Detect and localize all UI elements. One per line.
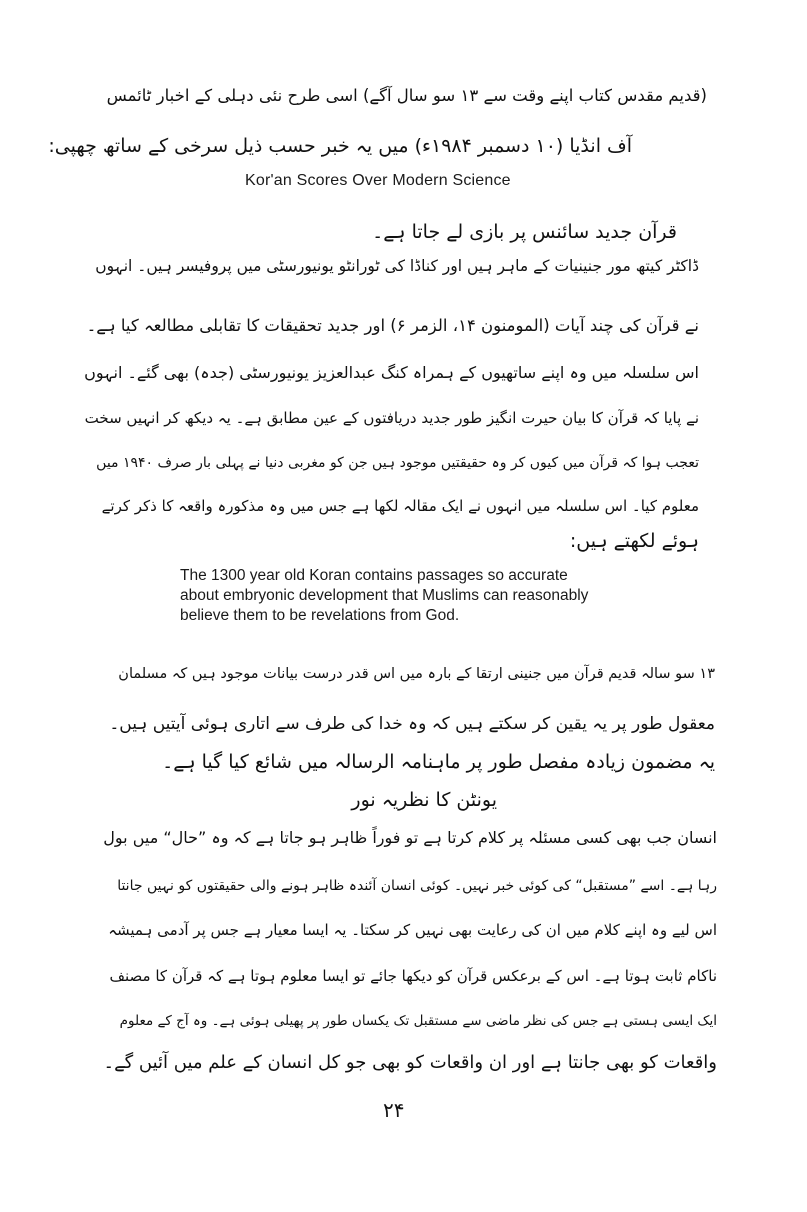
headline-english: Kor'an Scores Over Modern Science (245, 172, 511, 189)
section-title: یونٹن کا نظریہ نور (351, 789, 497, 811)
article-line: تعجب ہوا کہ قرآن میں کیوں کر وہ حقیقتیں موجود ہیں جن کو مغربی دنیا نے پہلی بار صرف ۱۹۴۰ میں (96, 455, 699, 471)
closing-line: ناکام ثابت ہوتا ہے۔ اس کے برعکس قرآن کو دیکھا جائے تو ایسا معلوم ہوتا ہے کہ قرآن کا مصنف (109, 967, 717, 985)
translation-line: ۱۳ سو سالہ قدیم قرآن میں جنینی ارتقا کے بارہ میں اس قدر درست بیانات موجود ہیں کہ مسلمان (118, 666, 715, 682)
intro-line: آف انڈیا (۱۰ دسمبر ۱۹۸۴ء) میں یہ خبر حسب ذیل سرخی کے ساتھ چھپی: (48, 135, 632, 157)
article-line: ہوئے لکھتے ہیں: (569, 530, 699, 552)
headline-urdu: قرآن جدید سائنس پر بازی لے جاتا ہے۔ (372, 221, 677, 243)
article-line: معلوم کیا۔ اس سلسلہ میں انہوں نے ایک مقالہ لکھا ہے جس میں وہ مذکورہ واقعہ کا ذکر کرتے (101, 497, 699, 515)
translation-line: معقول طور پر یہ یقین کر سکتے ہیں کہ وہ خدا کی طرف سے اتاری ہوئی آیتیں ہیں۔ (109, 714, 715, 734)
article-line: اس سلسلہ میں وہ اپنے ساتھیوں کے ہمراہ کنگ عبدالعزیز یونیورسٹی (جدہ) بھی گئے۔ انہوں (84, 363, 699, 382)
page-number: ۲۴ (383, 1098, 405, 1122)
intro-line: (قدیم مقدس کتاب اپنے وقت سے ۱۳ سو سال آگے) اسی طرح نئی دہلی کے اخبار ٹائمس (106, 86, 707, 105)
closing-line: انسان جب بھی کسی مسئلہ پر کلام کرتا ہے تو فوراً ظاہر ہو جاتا ہے کہ وہ ”حال“ میں بول (103, 828, 717, 847)
closing-line: ایک ایسی ہستی ہے جس کی نظر ماضی سے مستقبل تک یکساں طور پر پھیلی ہوئی ہے۔ وہ آج کے معلوم (119, 1013, 717, 1029)
quote-line: believe them to be revelations from God. (180, 607, 460, 624)
article-line: ڈاکٹر کیتھ مور جنینیات کے ماہر ہیں اور کناڈا کی ٹورانٹو یونیورسٹی میں پروفیسر ہیں۔ انہوں (95, 257, 699, 275)
closing-line: رہا ہے۔ اسے ”مستقبل“ کی کوئی خبر نہیں۔ کوئی انسان آئندہ ظاہر ہونے والی حقیقتوں کو نہیں جانتا (117, 878, 717, 894)
quote-line: about embryonic development that Muslims can reasonably (180, 587, 589, 604)
closing-line: واقعات کو بھی جانتا ہے اور ان واقعات کو بھی جو کل انسان کے علم میں آئیں گے۔ (103, 1052, 717, 1073)
article-line: نے پایا کہ قرآن کا بیان حیرت انگیز طور جدید دریافتوں کے عین مطابق ہے۔ یہ دیکھ کر انہیں سخت (84, 409, 699, 427)
quote-line: The 1300 year old Koran contains passages so accurate (180, 567, 568, 584)
translation-line: یہ مضمون زیادہ مفصل طور پر ماہنامہ الرسالہ میں شائع کیا گیا ہے۔ (162, 751, 715, 773)
article-line: نے قرآن کی چند آیات (المومنون ۱۴، الزمر ۶) اور جدید تحقیقات کا تقابلی مطالعہ کیا ہے۔ (86, 316, 699, 335)
closing-line: اس لیے وہ اپنے کلام میں ان کی رعایت بھی نہیں کر سکتا۔ یہ ایسا معیار ہے جس پر آدمی ہمیشہ (108, 921, 717, 939)
